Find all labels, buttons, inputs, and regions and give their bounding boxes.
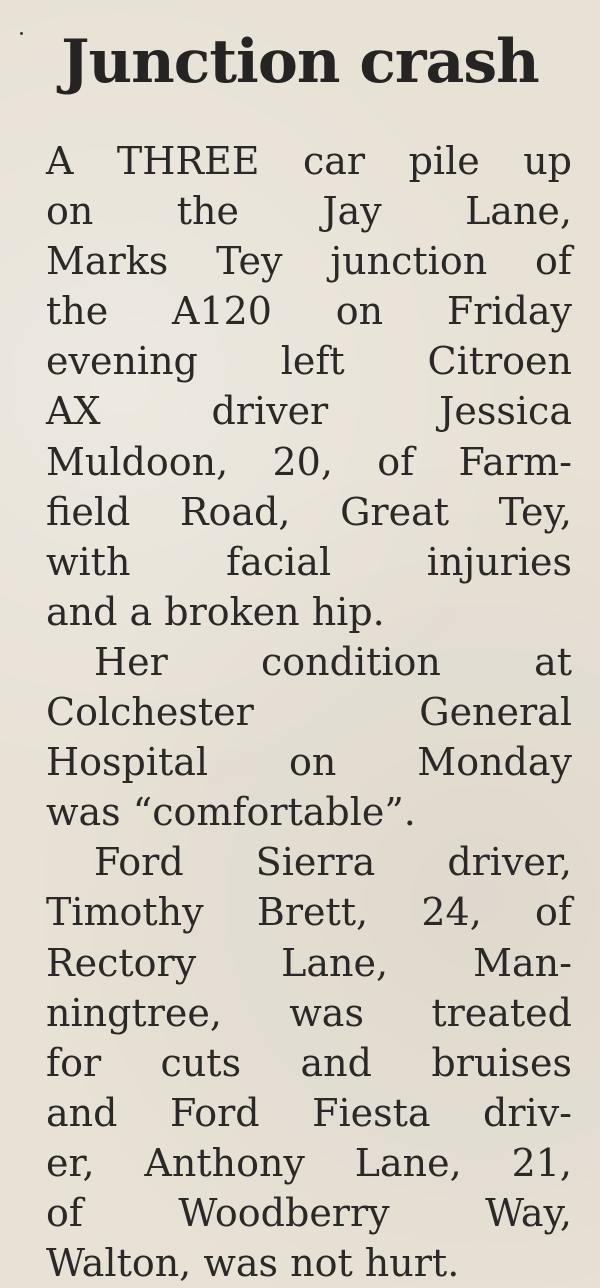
text-line: Walton, was not hurt.	[46, 1241, 460, 1286]
text-line: Her condition at	[94, 639, 572, 684]
text-line: field Road, Great Tey,	[46, 489, 572, 534]
text-line: Hospital on Monday	[46, 740, 572, 785]
text-line: on the Jay Lane,	[46, 189, 572, 234]
headline: Junction crash	[61, 27, 539, 97]
text-line: of Woodberry Way,	[46, 1190, 572, 1235]
text-line: AX driver Jessica	[46, 389, 572, 434]
text-line: for cuts and bruises	[46, 1040, 572, 1085]
article-body	[46, 136, 572, 1288]
text-line: er, Anthony Lane, 21,	[46, 1140, 572, 1185]
text-line: Muldoon, 20, of Farm-	[46, 439, 572, 484]
text-line: ningtree, was treated	[46, 990, 572, 1035]
text-line: with facial injuries	[46, 539, 572, 584]
text-line: A THREE car pile up	[46, 139, 572, 183]
text-line: was “comfortable”.	[46, 790, 416, 835]
text-line: the A120 on Friday	[46, 289, 572, 334]
text-line: Colchester General	[46, 690, 572, 735]
text-line: Ford Sierra driver,	[94, 840, 572, 885]
text-line: Marks Tey junction of	[46, 239, 572, 284]
text-line: Rectory Lane, Man-	[46, 940, 572, 985]
text-line: and a broken hip.	[46, 589, 385, 634]
text-line: and Ford Fiesta driv-	[46, 1090, 572, 1135]
text-line: evening left Citroen	[46, 339, 572, 384]
text-line: Timothy Brett, 24, of	[46, 890, 572, 935]
